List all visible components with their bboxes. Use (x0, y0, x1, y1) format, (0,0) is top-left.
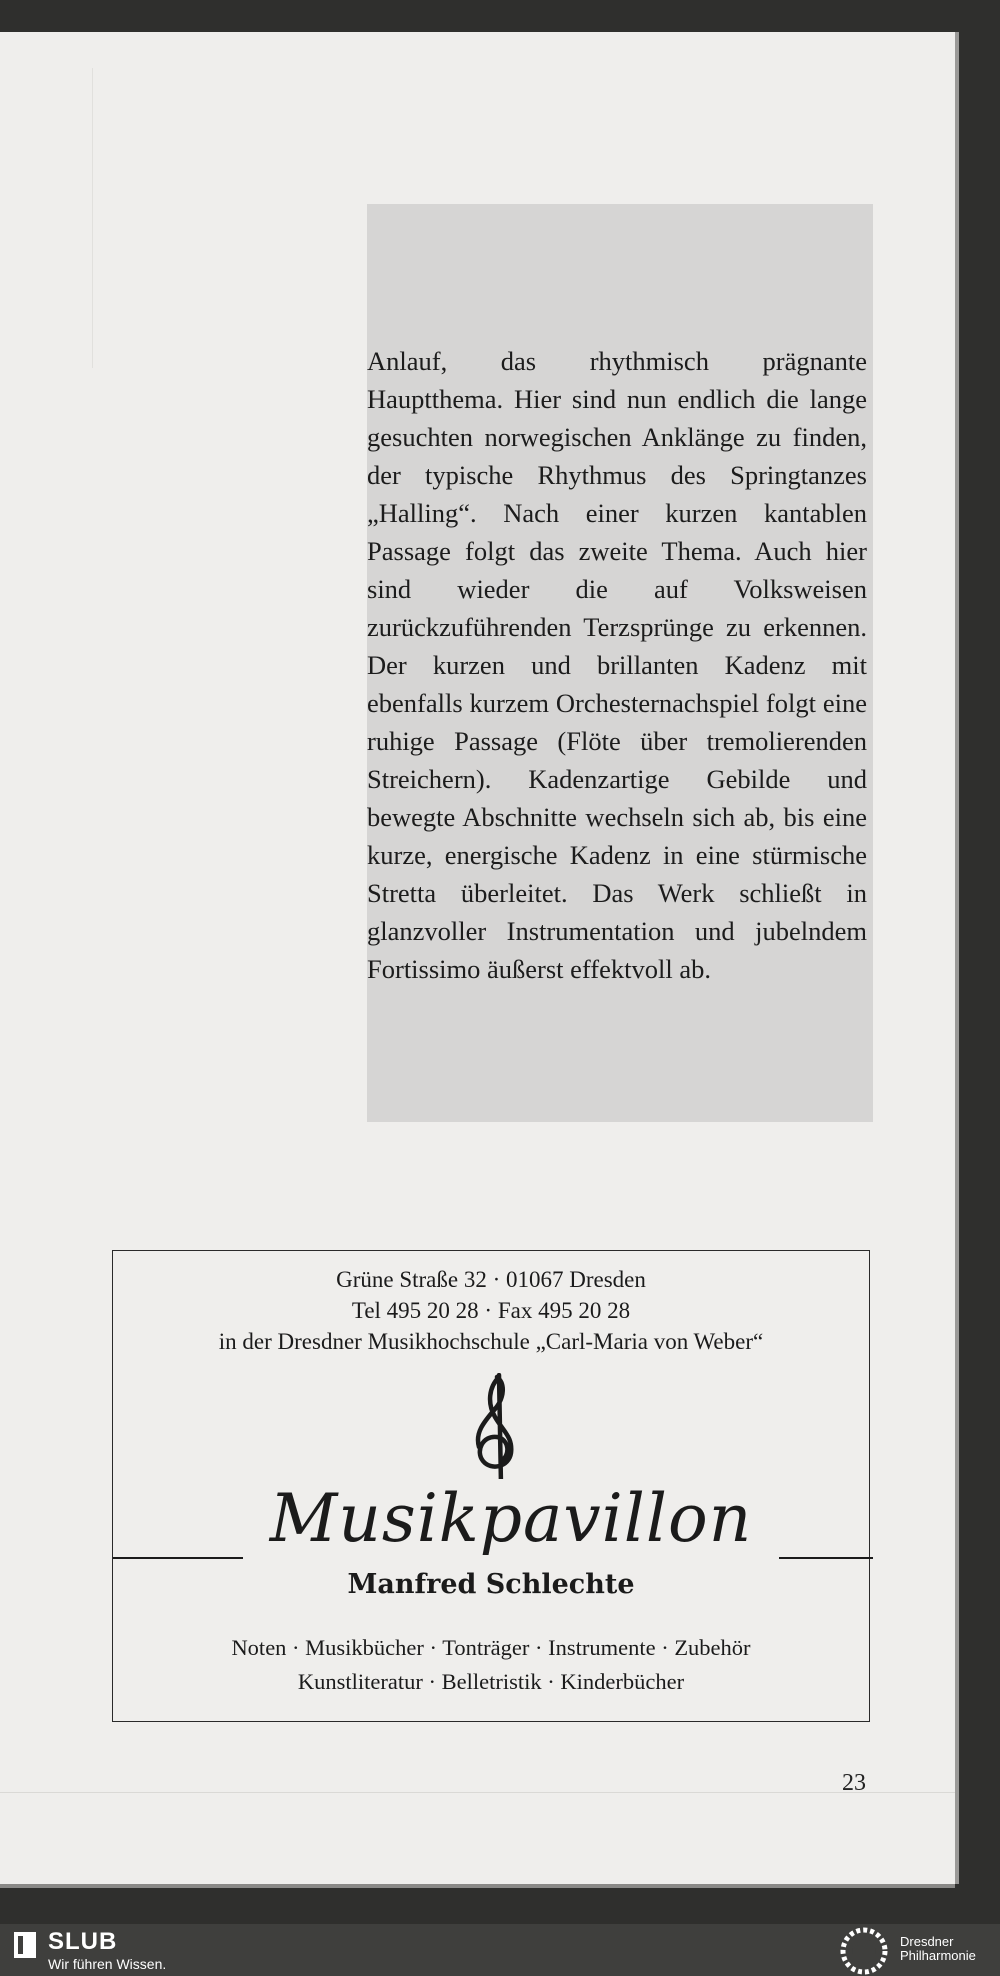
document-page (0, 32, 955, 1884)
slub-logo-icon (14, 1932, 36, 1958)
ad-phone-fax: Tel 495 20 28 · Fax 495 20 28 (351, 1298, 631, 1323)
products-line-2: Kunstliteratur · Belletristik · Kinderbücher (297, 1669, 685, 1694)
advertisement-box (112, 1250, 870, 1722)
gutter-line (92, 68, 93, 368)
owner-name: Manfred Schlechte (347, 1569, 635, 1600)
faint-rule (0, 1792, 955, 1793)
viewer-footer-bar (0, 1924, 1000, 1976)
treble-clef-icon (461, 1373, 531, 1493)
body-paragraph: Anlauf, das rhythmisch prägnante Hauptthema. Hier sind nun endlich die lange gesuchten norwegischen Anklänge zu finden, der typische Rhythmus des Springtanzes „Halling“. Nach einer kurzen kantablen Passage folgt das zweite Thema. Auch hier sind wieder die auf Volksweisen zurückzuführenden Terzsprünge zu erkennen. Der kurzen und brillanten Kadenz mit ebenfalls kurzem Orchesternachspiel folgt eine ruhige Passage (Flöte über tremolierenden Streichern). Kadenzartige Gebilde und bewegte Abschnitte wechseln sich ab, bis eine kurze, energische Kadenz in eine stürmische Stretta überleitet. Das Werk schließt in glanzvoller Instrumentation und jubelndem Fortissimo äußerst effektvoll ab. (367, 346, 867, 984)
products-line-1: Noten · Musikbücher · Tonträger · Instrumente · Zubehör (231, 1635, 751, 1660)
partner-name[interactable] (900, 1935, 976, 1963)
page-number: 23 (842, 1770, 866, 1796)
body-text (367, 342, 867, 988)
library-tagline: Wir führen Wissen. (48, 1956, 167, 1972)
partner-name-line2: Philharmonie (900, 1948, 976, 1963)
ad-location: in der Dresdner Musikhochschule „Carl-Maria von Weber“ (218, 1329, 764, 1354)
ad-address: Grüne Straße 32 · 01067 Dresden (336, 1267, 646, 1292)
philharmonie-logo-icon (840, 1927, 888, 1975)
brand-logotype: Musikpavillon (243, 1479, 779, 1559)
partner-name-line1: Dresdner (900, 1934, 954, 1949)
library-name[interactable]: SLUB (48, 1928, 118, 1955)
